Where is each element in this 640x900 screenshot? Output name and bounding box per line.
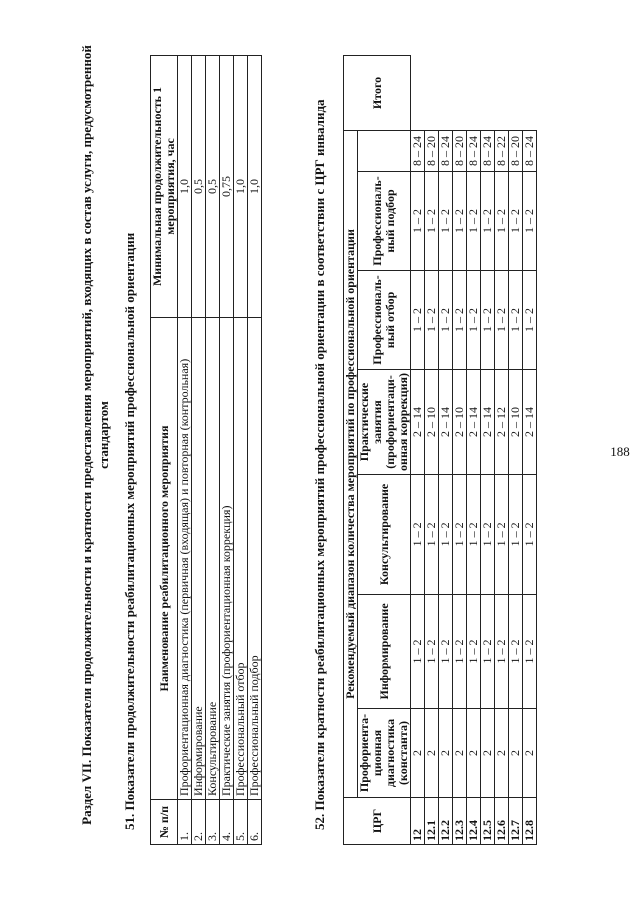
cell-total: 8 – 20 — [453, 131, 467, 172]
cell-selection: 1 – 2 — [453, 270, 467, 369]
cell-selection: 1 – 2 — [509, 270, 523, 369]
table-row — [467, 56, 481, 845]
cell-total: 8 – 22 — [495, 131, 509, 172]
cell-consult: 1 – 2 — [523, 474, 537, 594]
table-52-header-row-2 — [358, 56, 411, 845]
table-row — [192, 56, 206, 845]
header-practice: Практические занятия (профориентаци-онная коррекция) — [358, 369, 411, 474]
cell-matching: 1 – 2 — [411, 171, 425, 270]
header-selection: Профессиональ-ный отбор — [358, 270, 411, 369]
cell-practice: 2 – 14 — [523, 369, 537, 474]
cell-consult: 1 – 2 — [495, 474, 509, 594]
row-num: 1. — [178, 800, 192, 845]
table-row — [220, 56, 234, 845]
table-51 — [150, 55, 262, 845]
cell-practice: 2 – 14 — [411, 369, 425, 474]
cell-practice: 2 – 14 — [467, 369, 481, 474]
cell-selection: 1 – 2 — [495, 270, 509, 369]
cell-crg: 12 — [411, 798, 425, 845]
cell-matching: 1 – 2 — [523, 171, 537, 270]
table-row — [411, 56, 425, 845]
row-name: Профориентационная диагностика (первичная (входящая) и повторная (контрольная) — [178, 318, 192, 800]
cell-matching: 1 – 2 — [495, 171, 509, 270]
cell-matching: 1 – 2 — [509, 171, 523, 270]
cell-inform: 1 – 2 — [467, 594, 481, 708]
row-duration: 0,5 — [192, 56, 206, 318]
table-row — [206, 56, 220, 845]
row-name: Профессиональный подбор — [248, 318, 262, 800]
cell-practice: 2 – 10 — [425, 369, 439, 474]
cell-total: 8 – 20 — [509, 131, 523, 172]
cell-matching: 1 – 2 — [439, 171, 453, 270]
row-duration: 1,0 — [178, 56, 192, 318]
header-group: Рекомендуемый диапазон количества мероприятий по профессиональной ориентации — [344, 131, 358, 798]
table-52-header-row-1 — [344, 56, 358, 845]
cell-crg: 12.1 — [425, 798, 439, 845]
cell-selection: 1 – 2 — [523, 270, 537, 369]
cell-diag: 2 — [425, 709, 439, 798]
cell-consult: 1 – 2 — [481, 474, 495, 594]
row-num: 5. — [234, 800, 248, 845]
cell-crg: 12.4 — [467, 798, 481, 845]
cell-practice: 2 – 10 — [509, 369, 523, 474]
header-diag: Профориента-ционная диагностика (константа) — [358, 709, 411, 798]
header-name: Наименование реабилитационного мероприятия — [151, 318, 178, 800]
cell-total: 8 – 24 — [411, 131, 425, 172]
row-name: Профессиональный отбор — [234, 318, 248, 800]
table-52 — [343, 55, 537, 845]
cell-consult: 1 – 2 — [453, 474, 467, 594]
header-inform: Информирование — [358, 594, 411, 708]
cell-crg: 12.3 — [453, 798, 467, 845]
cell-crg: 12.7 — [509, 798, 523, 845]
row-name: Практические занятия (профориентационная коррекция) — [220, 318, 234, 800]
cell-selection: 1 – 2 — [481, 270, 495, 369]
row-num: 3. — [206, 800, 220, 845]
row-duration: 1,0 — [234, 56, 248, 318]
table-row — [523, 56, 537, 845]
cell-consult: 1 – 2 — [467, 474, 481, 594]
header-matching: Профессиональ-ный подбор — [358, 171, 411, 270]
page-number: 188 — [610, 444, 630, 459]
table-52-body — [411, 56, 537, 845]
cell-diag: 2 — [495, 709, 509, 798]
row-name: Информирование — [192, 318, 206, 800]
header-crg: ЦРГ — [344, 798, 411, 845]
table-row — [234, 56, 248, 845]
row-num: 4. — [220, 800, 234, 845]
table-51-title: 51. Показатели продолжительности реабилитационных мероприятий профессиональной ориентации — [122, 232, 137, 830]
cell-selection: 1 – 2 — [467, 270, 481, 369]
header-duration: Минимальная продолжительность 1 мероприятия, час — [151, 56, 178, 318]
header-total: Итого — [344, 56, 411, 131]
cell-matching: 1 – 2 — [453, 171, 467, 270]
table-52-title: 52. Показатели кратности реабилитационных мероприятий профессиональной ориентации в соответствии с ЦРГ инвалида — [312, 99, 327, 830]
table-51-header-row — [151, 56, 178, 845]
cell-total: 8 – 24 — [439, 131, 453, 172]
cell-crg: 12.8 — [523, 798, 537, 845]
table-51-body — [178, 56, 262, 845]
table-row — [248, 56, 262, 845]
table-row — [439, 56, 453, 845]
cell-diag: 2 — [467, 709, 481, 798]
cell-crg: 12.6 — [495, 798, 509, 845]
cell-inform: 1 – 2 — [425, 594, 439, 708]
row-duration: 1,0 — [248, 56, 262, 318]
cell-inform: 1 – 2 — [453, 594, 467, 708]
cell-selection: 1 – 2 — [425, 270, 439, 369]
table-row — [453, 56, 467, 845]
cell-matching: 1 – 2 — [467, 171, 481, 270]
cell-practice: 2 – 10 — [453, 369, 467, 474]
header-num: № п/п — [151, 800, 178, 845]
cell-selection: 1 – 2 — [439, 270, 453, 369]
cell-diag: 2 — [481, 709, 495, 798]
table-row — [178, 56, 192, 845]
row-num: 2. — [192, 800, 206, 845]
cell-consult: 1 – 2 — [411, 474, 425, 594]
cell-diag: 2 — [509, 709, 523, 798]
cell-inform: 1 – 2 — [439, 594, 453, 708]
cell-inform: 1 – 2 — [509, 594, 523, 708]
cell-matching: 1 – 2 — [481, 171, 495, 270]
row-num: 6. — [248, 800, 262, 845]
cell-total: 8 – 20 — [425, 131, 439, 172]
cell-diag: 2 — [439, 709, 453, 798]
cell-consult: 1 – 2 — [439, 474, 453, 594]
cell-consult: 1 – 2 — [509, 474, 523, 594]
row-name: Консультирование — [206, 318, 220, 800]
cell-inform: 1 – 2 — [523, 594, 537, 708]
cell-crg: 12.2 — [439, 798, 453, 845]
table-row — [495, 56, 509, 845]
cell-inform: 1 – 2 — [495, 594, 509, 708]
table-row — [425, 56, 439, 845]
table-row — [481, 56, 495, 845]
cell-diag: 2 — [523, 709, 537, 798]
cell-crg: 12.5 — [481, 798, 495, 845]
cell-inform: 1 – 2 — [481, 594, 495, 708]
cell-diag: 2 — [411, 709, 425, 798]
cell-consult: 1 – 2 — [425, 474, 439, 594]
cell-practice: 2 – 14 — [439, 369, 453, 474]
cell-selection: 1 – 2 — [411, 270, 425, 369]
cell-diag: 2 — [453, 709, 467, 798]
cell-total: 8 – 24 — [467, 131, 481, 172]
cell-practice: 2 – 14 — [481, 369, 495, 474]
cell-total: 8 – 24 — [523, 131, 537, 172]
cell-practice: 2 – 12 — [495, 369, 509, 474]
row-duration: 0,75 — [220, 56, 234, 318]
cell-total: 8 – 24 — [481, 131, 495, 172]
cell-matching: 1 – 2 — [425, 171, 439, 270]
header-consult: Консультирование — [358, 474, 411, 594]
table-row — [509, 56, 523, 845]
row-duration: 0,5 — [206, 56, 220, 318]
cell-inform: 1 – 2 — [411, 594, 425, 708]
section-title: Раздел VII. Показатели продолжительности и кратности предоставления мероприятий, входящих в состав услуги, предусмотренной стандартом — [79, 45, 111, 825]
